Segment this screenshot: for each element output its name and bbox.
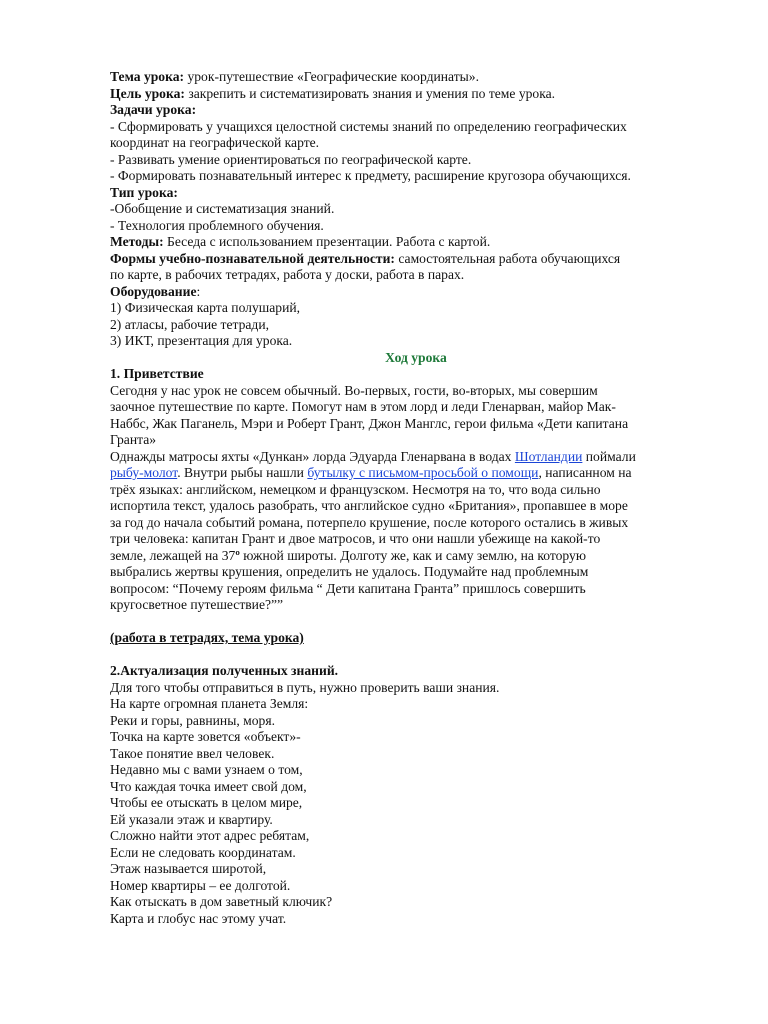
equipment-3: 3) ИКТ, презентация для урока.: [110, 333, 293, 348]
s1-p1-line-0: Сегодня у нас урок не совсем обычный. Во-первых, гости, во-вторых, мы совершим: [110, 382, 598, 398]
hammerhead-link[interactable]: рыбу-молот: [110, 465, 178, 480]
poem-line-13: Карта и глобус нас этому учат.: [110, 910, 287, 926]
bottle-letter-link[interactable]: бутылку с письмом-просьбой о помощи: [307, 465, 539, 480]
poem-line-1: Реки и горы, равнины, моря.: [110, 712, 275, 728]
degree-sign: º: [235, 547, 240, 563]
scotland-link[interactable]: Шотландии: [514, 448, 583, 464]
s1-p2-line-7: выбрались жертвы крушения, определить не удалось. Подумайте над проблемным: [110, 564, 589, 579]
lesson-title: Ход урока: [385, 349, 447, 365]
s1-p1-line-1: заочное путешествие по карте. Помогут нам в этом лорд и леди Гленарван, майор Мак-: [110, 399, 616, 414]
s1-p1-line-3: Гранта»: [110, 432, 157, 447]
task-3: - Формировать познавательный интерес к предмету, расширение кругозора обучающихся.: [110, 168, 631, 183]
section-1-heading: 1. Приветствие: [110, 366, 204, 381]
topic-label: Тема урока:: [110, 69, 185, 84]
equipment-label: Оборудование: [110, 283, 197, 299]
task-2: - Развивать умение ориентироваться по географической карте.: [110, 151, 472, 167]
goal-label: Цель урока:: [110, 85, 185, 101]
spacer: [110, 647, 722, 664]
goal-line: [110, 86, 722, 103]
poem-line-3: Такое понятие ввел человек.: [110, 745, 275, 761]
notebook-note: (работа в тетрадях, тема урока): [110, 630, 304, 645]
type-2: - Технология проблемного обучения.: [110, 217, 324, 233]
equipment-1: 1) Физическая карта полушарий,: [110, 300, 301, 315]
poem-line-8: Сложно найти этот адрес ребятам,: [110, 828, 310, 843]
poem-line-6: Чтобы ее отыскать в целом мире,: [110, 795, 303, 810]
methods-value: Беседа с использованием презентации. Работа с картой.: [163, 234, 491, 249]
task-1-line-2: координат на географической карте.: [110, 135, 320, 150]
forms-label: Формы учебно-познавательной деятельности:: [110, 250, 395, 266]
document-page: [110, 69, 722, 927]
s1-p2-line-8: вопросом: “Почему героям фильма “ Дети капитана Гранта” пришлось совершить: [110, 580, 586, 596]
equipment-heading: Оборудование:: [110, 283, 201, 299]
type-heading: Тип урока:: [110, 184, 178, 200]
poem-line-11: Номер квартиры – ее долготой.: [110, 877, 291, 893]
poem-line-7: Ей указали этаж и квартиру.: [110, 811, 273, 827]
s1-p2-line-5: три человека: капитан Грант и двое матросов, и что они нашли убежище на какой-то: [110, 531, 601, 546]
s1-p2-line-4: за год до начала событий романа, потерпело крушение, после которого остались в живых: [110, 514, 629, 530]
poem-line-2: Точка на карте зовется «объект»-: [110, 729, 301, 744]
s1-p2-line-1: рыбу-молот. Внутри рыбы нашли бутылку с письмом-просьбой о помощи, написанном на: [110, 465, 632, 480]
spacer: [110, 614, 722, 631]
forms-value: самостоятельная работа обучающихся: [394, 250, 621, 266]
forms-line: [110, 251, 722, 268]
topic-value: урок-путешествие «Географические координаты».: [184, 69, 480, 84]
section-2-heading: 2.Актуализация полученных знаний.: [110, 663, 339, 678]
s1-p2-line-0: Однажды матросы яхты «Дункан» лорда Эдуарда Гленарвана в водах Шотландии поймали: [110, 448, 636, 464]
s1-p2-line-3: испортила текст, удалось разобрать, что английское судно «Британия», пропавшее в море: [110, 498, 628, 513]
poem-line-10: Этаж называется широтой,: [110, 861, 267, 876]
equipment-2: 2) атласы, рабочие тетради,: [110, 316, 270, 332]
s1-p2-line-9: кругосветное путешествие?””: [110, 597, 284, 612]
methods-label: Методы:: [110, 234, 164, 249]
goal-value: закрепить и систематизировать знания и умения по теме урока.: [184, 85, 556, 101]
methods-line: [110, 234, 722, 251]
poem-line-9: Если не следовать координатам.: [110, 844, 296, 860]
poem-line-4: Недавно мы с вами узнаем о том,: [110, 762, 303, 777]
type-1: -Обобщение и систематизация знаний.: [110, 201, 335, 216]
task-1-line-1: - Сформировать у учащихся целостной системы знаний по определению географических: [110, 118, 627, 134]
poem-line-0: На карте огромная планета Земля:: [110, 696, 309, 711]
s1-p2-line-2: трёх языках: английском, немецком и французском. Несмотря на то, что вода сильно: [110, 481, 601, 497]
tasks-heading: Задачи урока:: [110, 102, 197, 117]
section-2-intro: Для того чтобы отправиться в путь, нужно проверить ваши знания.: [110, 679, 500, 695]
topic-line: [110, 69, 722, 86]
poem-line-5: Что каждая точка имеет свой дом,: [110, 778, 307, 794]
s1-p2-line-6: земле, лежащей на 37º южной широты. Долготу же, как и саму землю, на которую: [110, 547, 586, 563]
poem-line-12: Как отыскать в дом заветный ключик?: [110, 894, 333, 909]
forms-line-2: по карте, в рабочих тетрадях, работа у доски, работа в парах.: [110, 267, 465, 282]
s1-p1-line-2: Наббс, Жак Паганель, Мэри и Роберт Грант, Джон Манглс, герои фильма «Дети капитана: [110, 415, 629, 431]
